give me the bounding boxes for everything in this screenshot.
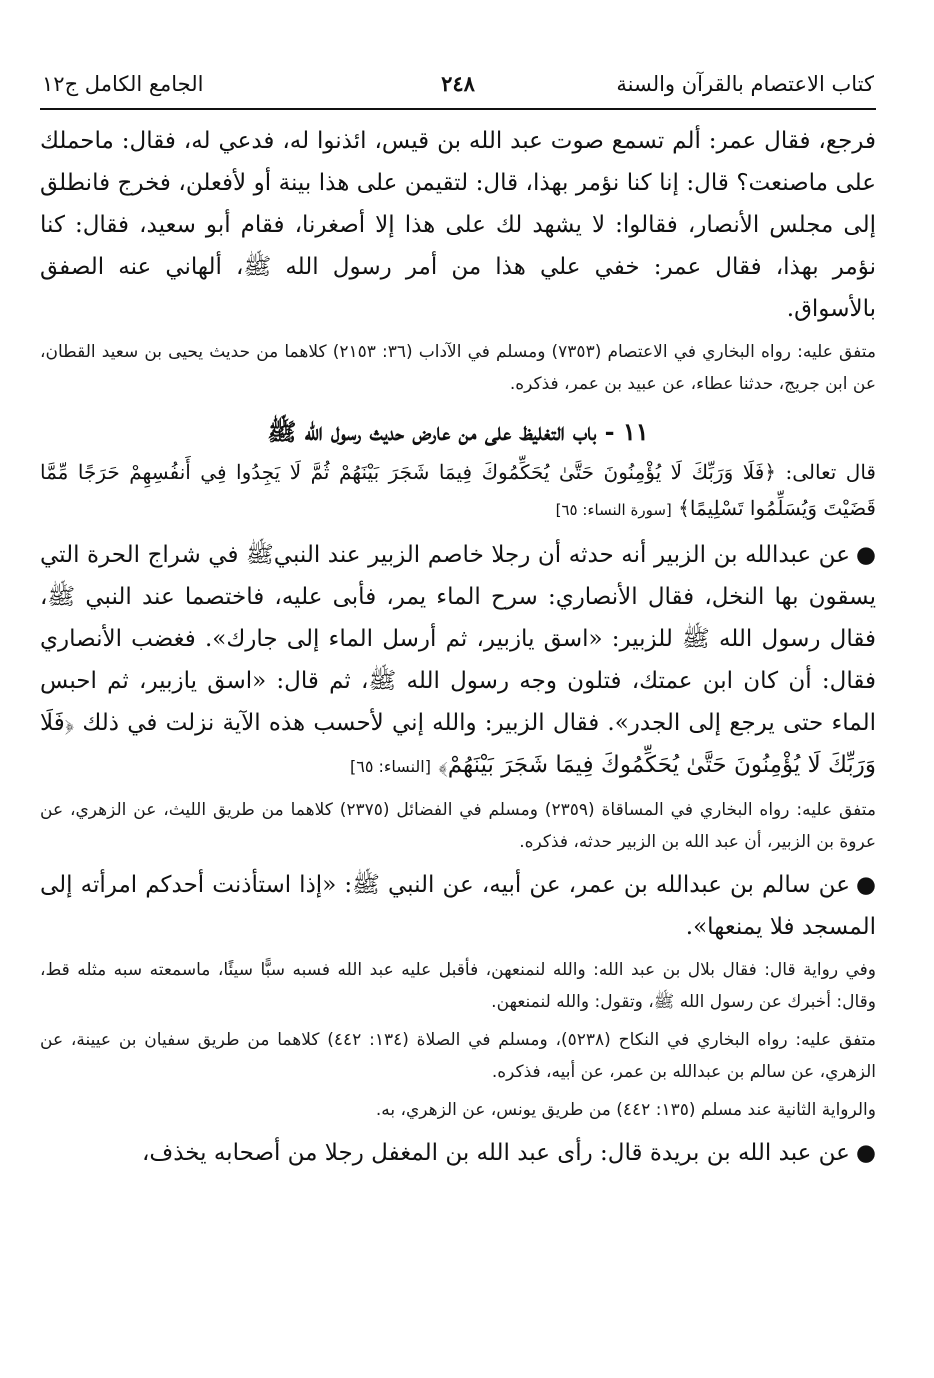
- hadith-2-text: عن سالم بن عبدالله بن عمر، عن أبيه، عن النبي ﷺ: «إذا استأذنت أحدكم امرأته إلى المسجد فلا يمنعها».: [40, 872, 876, 940]
- hadith-3-text: عن عبد الله بن بريدة قال: رأى عبد الله بن المغفل رجلا من أصحابه يخذف،: [141, 1140, 850, 1166]
- hadith-3: [40, 1132, 876, 1174]
- bullet-icon: ●: [855, 1140, 876, 1166]
- takhrij-note-3: متفق عليه: رواه البخاري في النكاح (٥٢٣٨)، ومسلم في الصلاة (١٣٤: ٤٤٢) كلاهما من طريق سفيان بن عيينة، عن الزهري، عن سالم بن عبدالله بن عمر، عن أبيه، فذكره.: [40, 1030, 876, 1082]
- hadith-1: [40, 534, 876, 788]
- page-header: [40, 60, 876, 108]
- hadith-1-text: عن عبدالله بن الزبير أنه حدثه أن رجلا خاصم الزبير عند النبيﷺ في شراج الحرة التي يسقون بها النخل، فقال الأنصاري: سرح الماء يمر، فأبى عليه، فاختصما عند النبي ﷺ، فقال رسول الله ﷺ للزبير: «اسق يازبير، ثم أرسل الماء إلى جارك». فغضب الأنصاري فقال: أن كان ابن عمتك، فتلون وجه رسول الله ﷺ، ثم قال: «اسق يازبير، ثم احبس الماء حتى يرجع إلى الجدر». فقال الزبير: والله إني لأحسب هذه الآية نزلت في ذلك ﴿فَلَا وَرَبِّكَ لَا يُؤْمِنُونَ حَتَّىٰ يُحَكِّمُوكَ فِيمَا شَجَرَ بَيْنَهُمْ﴾: [40, 542, 876, 778]
- quran-verse: [40, 454, 876, 528]
- hadith-2: [40, 864, 876, 948]
- verse-reference: [سورة النساء: ٦٥]: [555, 501, 672, 519]
- bullet-icon: ●: [855, 872, 876, 898]
- bullet-icon: ●: [855, 542, 876, 568]
- takhrij-note-4: والرواية الثانية عند مسلم (١٣٥: ٤٤٢) من طريق يونس، عن الزهري، به.: [375, 1100, 876, 1120]
- chapter-heading: ١١ - باب التغليظ على من عارض حديث رسول الله ﷺ: [267, 417, 649, 446]
- document-page: [40, 60, 876, 1174]
- verse-text: قال تعالى: ﴿فَلَا وَرَبِّكَ لَا يُؤْمِنُونَ حَتَّىٰ يُحَكِّمُوكَ فِيمَا شَجَرَ بَيْنَهُمْ ثُمَّ لَا يَجِدُوا فِي أَنفُسِهِمْ حَرَجًا مِّمَّا قَضَيْتَ وَيُسَلِّمُوا تَسْلِيمًا﴾: [40, 460, 876, 520]
- opening-text: فرجع، فقال عمر: ألم تسمع صوت عبد الله بن قيس، ائذنوا له، فدعي له، فقال: ماحملك على ماصنعت؟ قال: إنا كنا نؤمر بهذا، قال: لتقيمن على هذا بينة أو لأفعلن، فخرج فانطلق إلى مجلس الأنصار، فقالوا: لا يشهد لك على هذا إلا أصغرنا، فقام أبو سعيد، فقال: كنا نؤمر بهذا، فقال عمر: خفي علي هذا من أمر رسول الله ﷺ، ألهاني عنه الصفق بالأسواق.: [40, 128, 876, 322]
- page-number: ٢٤٨: [441, 71, 475, 96]
- takhrij-note-2: متفق عليه: رواه البخاري في المساقاة (٢٣٥٩) ومسلم في الفضائل (٢٣٧٥) كلاهما من طريق الليث، عن الزهري، عن عروة بن الزبير، أن عبد الله بن الزبير حدثه، فذكره.: [40, 800, 876, 852]
- running-head-book-title: كتاب الاعتصام بالقرآن والسنة: [616, 72, 874, 96]
- narration-variant-note: وفي رواية قال: فقال بلال بن عبد الله: والله لنمنعهن، فأقبل عليه عبد الله فسبه سبًّا سيئًا، ماسمعته سبه مثله قط، وقال: أخبرك عن رسول الله ﷺ، وتقول: والله لنمنعهن.: [40, 960, 876, 1012]
- header-divider: [40, 108, 876, 110]
- running-head-volume-title: الجامع الكامل ج١٢: [42, 72, 204, 96]
- hadith-1-verse-reference: [النساء: ٦٥]: [349, 757, 431, 776]
- opening-paragraph: [40, 120, 876, 330]
- takhrij-note-1: متفق عليه: رواه البخاري في الاعتصام (٧٣٥٣) ومسلم في الآداب (٣٦: ٢١٥٣) كلاهما من حديث يحيى بن سعيد القطان، عن ابن جريج، حدثنا عطاء، عن عبيد بن عمر، فذكره.: [40, 342, 876, 394]
